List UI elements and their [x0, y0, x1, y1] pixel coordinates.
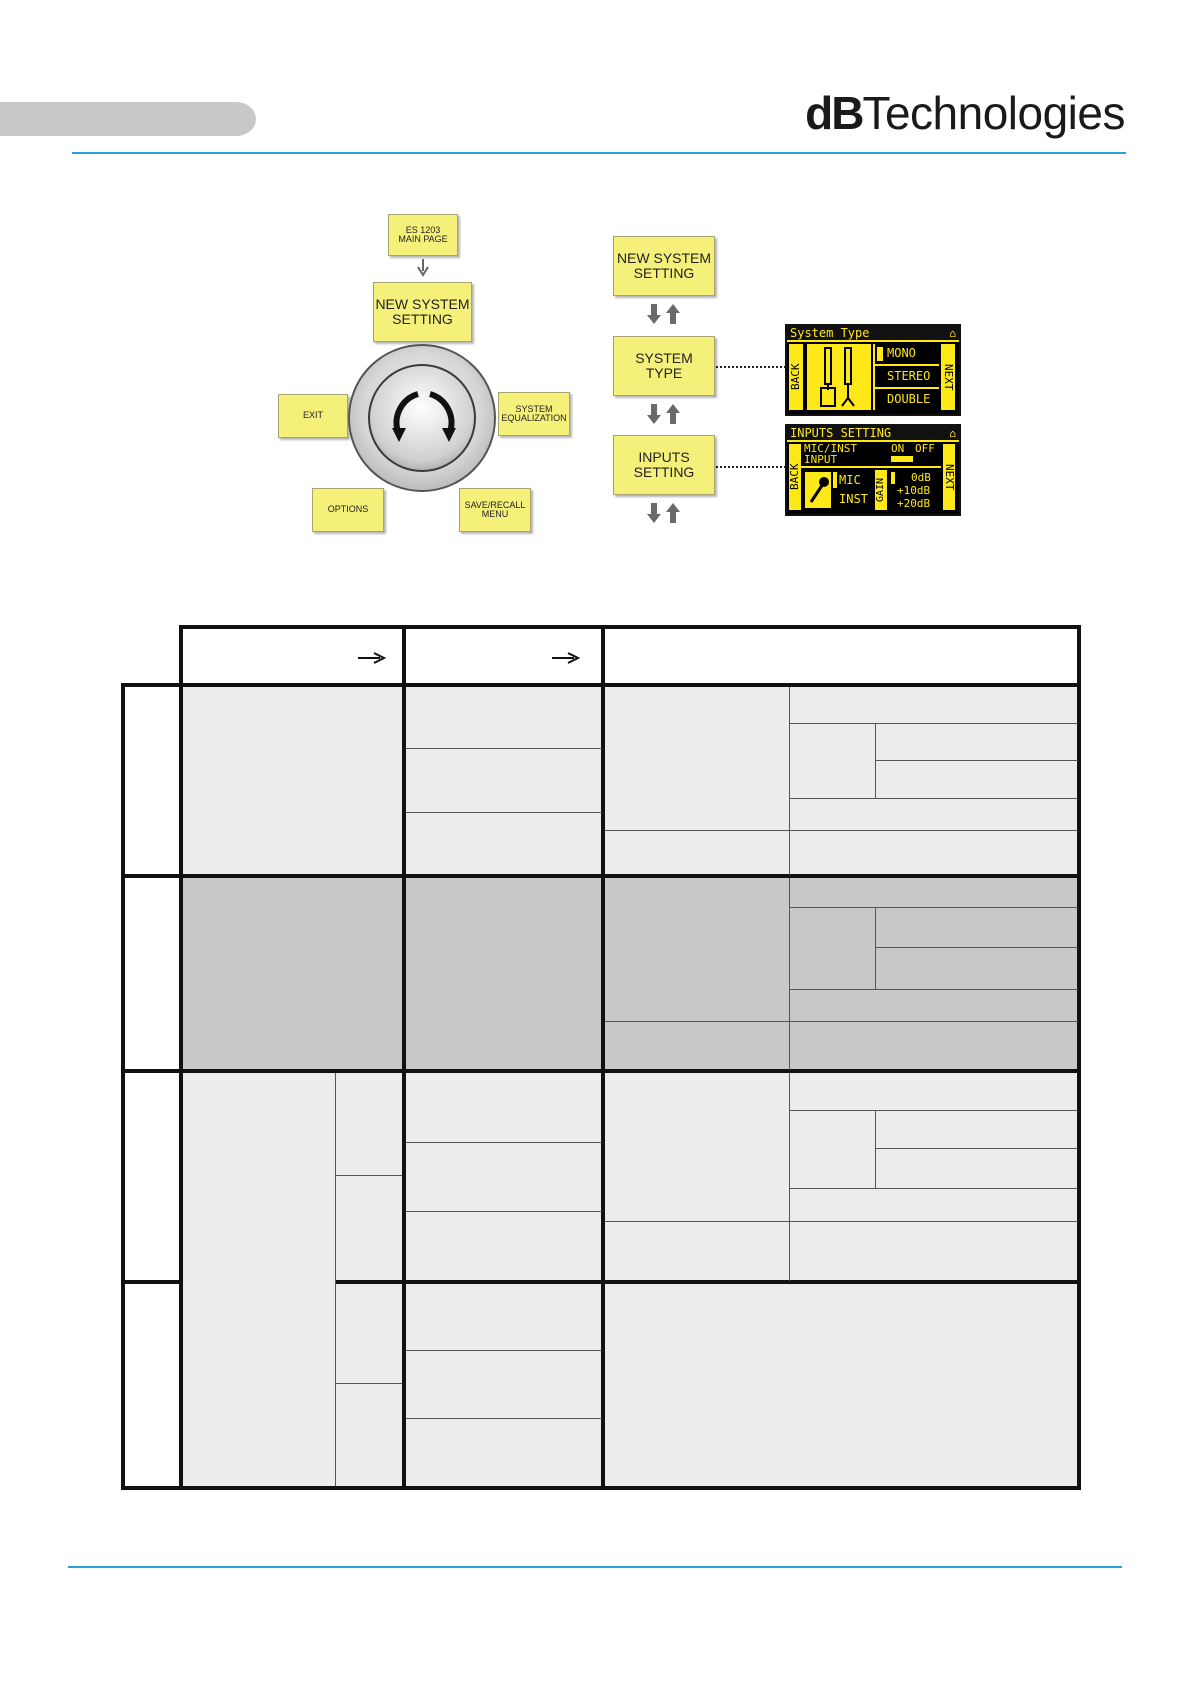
inst-option: INST	[839, 492, 868, 506]
lcd-title: System Type	[787, 326, 959, 342]
box-save-recall: SAVE/RECALL MENU	[459, 488, 531, 532]
box-new-system-setting-2: NEW SYSTEM SETTING	[613, 236, 715, 296]
mic-option: MIC	[839, 473, 861, 487]
footer-rule	[68, 1566, 1122, 1568]
gain-0db: 0dB	[911, 471, 931, 484]
gain-10db: +10dB	[897, 484, 931, 497]
gain-label: GAIN	[875, 470, 887, 510]
box-system-type: SYSTEM TYPE	[613, 336, 715, 396]
on-label: ON	[891, 442, 905, 455]
home-icon: ⌂	[949, 427, 956, 440]
next-label: NEXT	[943, 444, 955, 510]
box-options: OPTIONS	[312, 488, 384, 532]
box-exit: EXIT	[278, 394, 348, 438]
box-main-page: ES 1203 MAIN PAGE	[388, 214, 458, 256]
box-system-equalization: SYSTEM EQUALIZATION	[498, 392, 570, 436]
mic-inst-input-label: MIC/INST INPUT	[804, 442, 857, 466]
table-row	[182, 1072, 1079, 1283]
next-label: NEXT	[941, 344, 955, 410]
arrow-right-icon	[358, 651, 386, 665]
box-new-system-setting: NEW SYSTEM SETTING	[373, 282, 472, 342]
box-inputs-setting: INPUTS SETTING	[613, 435, 715, 495]
table-row	[182, 1283, 1079, 1489]
back-label: BACK	[789, 444, 801, 510]
back-label: BACK	[789, 344, 803, 410]
table-row	[182, 687, 1079, 877]
gain-20db: +20dB	[897, 497, 931, 510]
arrow-right-icon	[552, 651, 580, 665]
option-double: DOUBLE	[887, 392, 931, 406]
home-icon: ⌂	[949, 327, 956, 340]
off-label: OFF	[915, 442, 935, 455]
option-mono: MONO	[887, 346, 916, 360]
lcd-title: INPUTS SETTING	[787, 426, 959, 442]
brand-logo: dBTechnologies	[805, 87, 1125, 139]
option-stereo: STEREO	[887, 369, 931, 383]
